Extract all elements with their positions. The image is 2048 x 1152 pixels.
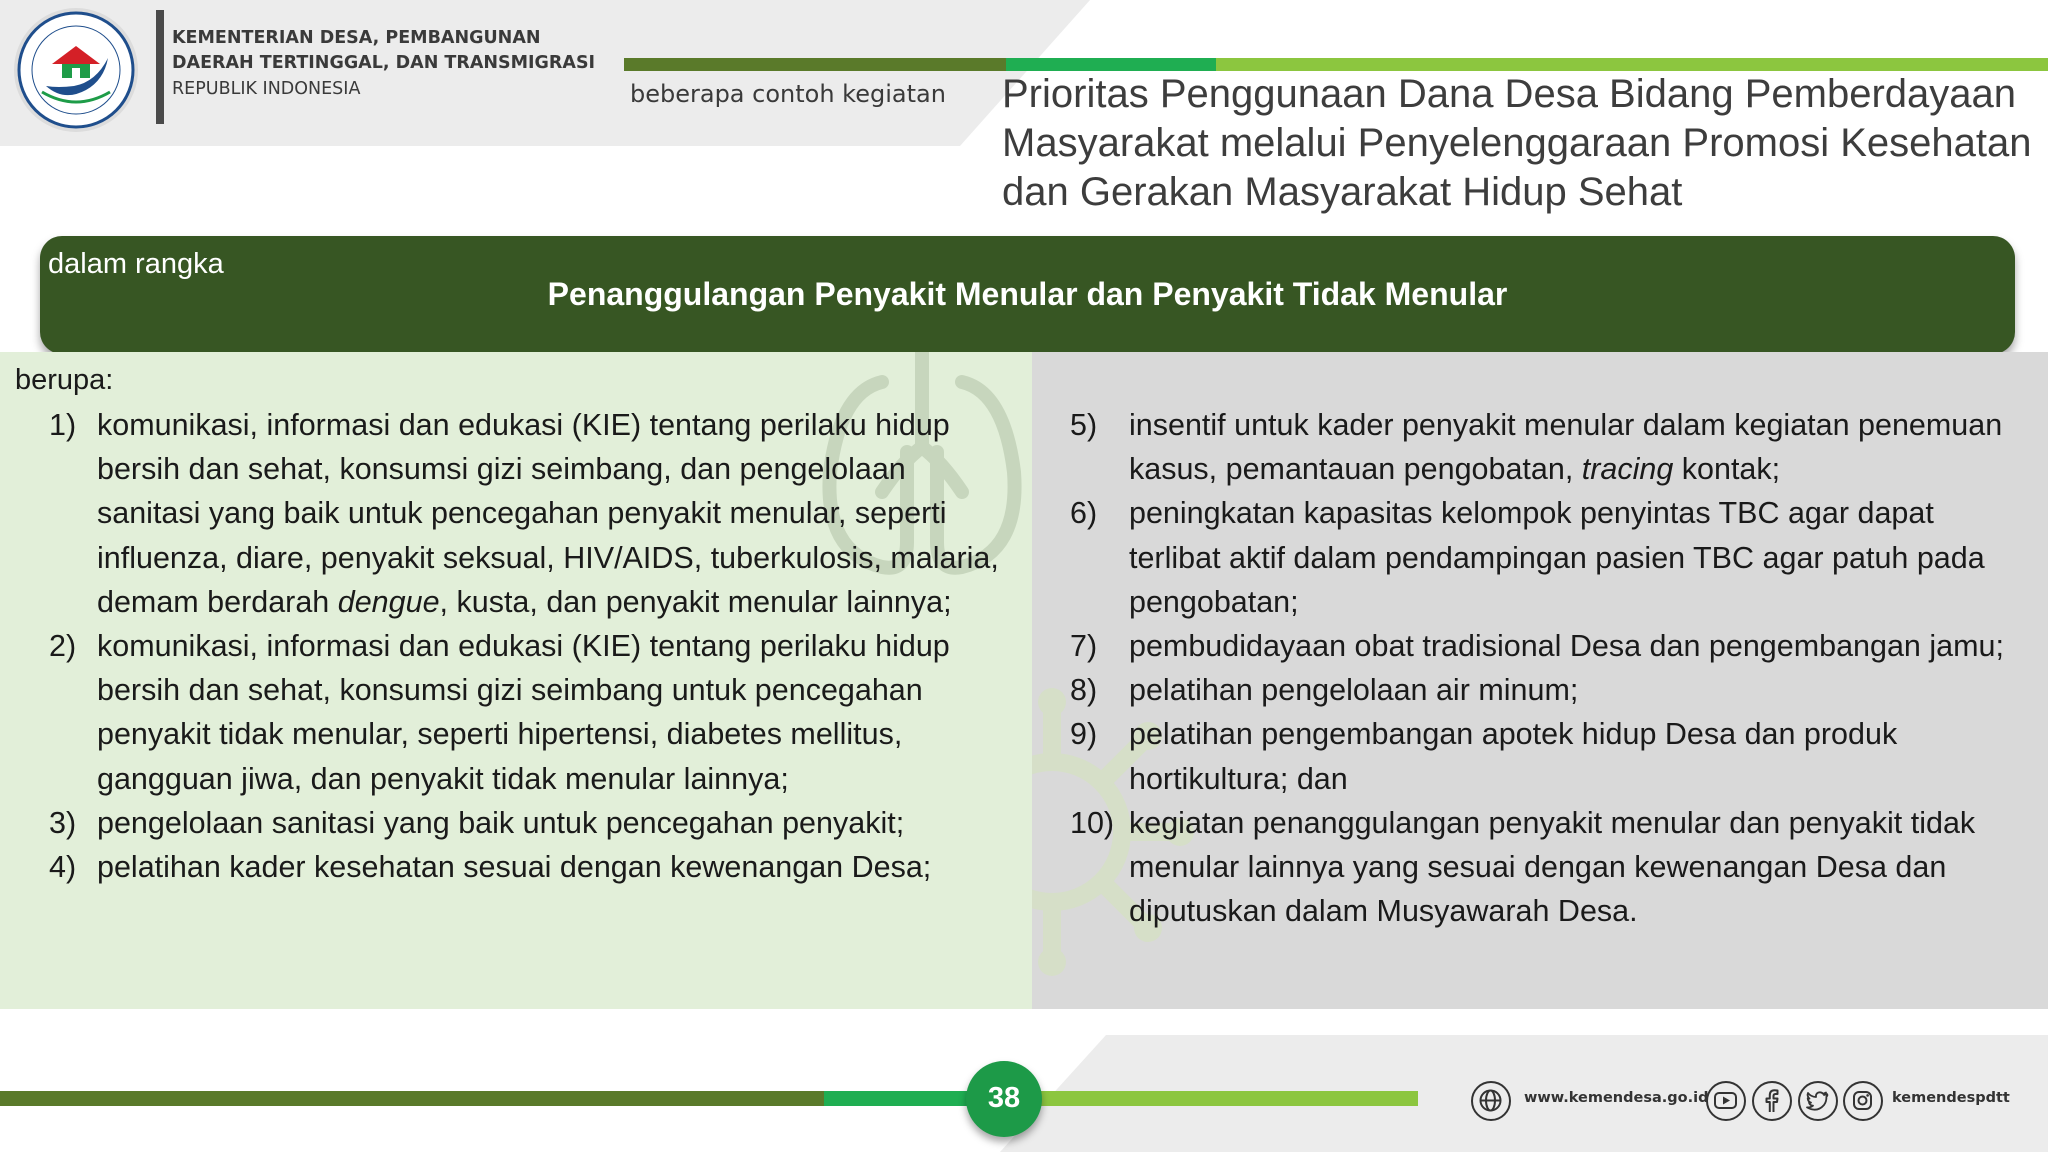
list-item-text: insentif untuk kader penyakit menular dalam kegiatan penemuan kasus, pemantauan pengobatan, tracing kontak; [1129, 408, 2003, 487]
slide-title: Prioritas Penggunaan Dana Desa Bidang Pemberdayaan Masyarakat melalui Penyelenggaraan Promosi Kesehatan dan Gerakan Masyarakat Hidup Sehat [1002, 72, 2032, 214]
banner-prefix: dalam rangka [48, 248, 224, 280]
globe-icon[interactable] [1471, 1081, 1511, 1121]
topic-banner [40, 236, 2015, 354]
social-handle[interactable]: kemendespdtt [1892, 1090, 2010, 1106]
list-item-number: 4) [49, 850, 77, 885]
page-number-badge [966, 1061, 1042, 1137]
ministry-country-line: REPUBLIK INDONESIA [172, 79, 361, 99]
ministry-name-line-2: DAERAH TERTINGGAL, DAN TRANSMIGRASI [172, 53, 596, 73]
list-item [1070, 624, 2048, 668]
youtube-icon[interactable] [1706, 1081, 1746, 1121]
list-item [0, 403, 1030, 624]
instagram-icon[interactable] [1843, 1081, 1883, 1121]
list-item-number: 1) [49, 408, 77, 442]
list-item-text: pembudidayaan obat tradisional Desa dan pengembangan jamu; [1129, 629, 2004, 664]
list-item-number: 8) [1070, 673, 1098, 708]
list-item-number: 9) [1070, 717, 1098, 752]
activity-list-left [0, 403, 1030, 889]
list-item-number: 3) [49, 805, 77, 840]
list-item-text: pelatihan kader kesehatan sesuai dengan kewenangan Desa; [97, 850, 932, 885]
list-item-number: 10) [1070, 805, 1115, 840]
ministry-logo [12, 6, 140, 134]
list-item-number: 6) [1070, 496, 1098, 531]
list-item [1070, 668, 2048, 712]
slide-subtitle: beberapa contoh kegiatan [630, 80, 946, 108]
list-item [1070, 712, 2048, 800]
list-item-text: pelatihan pengembangan apotek hidup Desa dan produk hortikultura; dan [1129, 717, 1898, 796]
list-item [0, 801, 1030, 845]
list-item-number: 2) [49, 629, 77, 664]
header-divider [156, 10, 164, 124]
activity-list-right [1070, 403, 2048, 933]
list-item-text: pelatihan pengelolaan air minum; [1129, 673, 1579, 708]
list-item [1070, 403, 2048, 491]
twitter-icon[interactable] [1798, 1081, 1838, 1121]
list-item-text: komunikasi, informasi dan edukasi (KIE) tentang perilaku hidup bersih dan sehat, konsumsi gizi seimbang untuk pencegahan penyakit tidak menular, seperti hipertensi, diabetes mellitus, gangguan jiwa, dan penyakit tidak menular lainnya; [97, 629, 950, 796]
list-item-number: 7) [1070, 629, 1098, 664]
ministry-name-line-1: KEMENTERIAN DESA, PEMBANGUNAN [172, 28, 541, 48]
footer-accent-line [0, 1091, 1418, 1106]
list-item-text: kegiatan penanggulangan penyakit menular dan penyakit tidak menular lainnya yang sesuai dengan kewenangan Desa dan diputuskan dalam Musyawarah Desa. [1129, 805, 1976, 929]
list-item-text: peningkatan kapasitas kelompok penyintas TBC agar dapat terlibat aktif dalam pendampingan pasien TBC agar patuh pada pengobatan; [1129, 496, 1985, 619]
list-item-text: pengelolaan sanitasi yang baik untuk pencegahan penyakit; [97, 805, 905, 840]
list-item-number: 5) [1070, 408, 1098, 442]
facebook-icon[interactable] [1752, 1081, 1792, 1121]
list-item [0, 624, 1030, 801]
list-item-text: komunikasi, informasi dan edukasi (KIE) tentang perilaku hidup bersih dan sehat, konsumsi gizi seimbang, dan pengelolaan sanitasi yang baik untuk pencegahan penyakit menular, seperti influenza, diare, penyakit seksual, HIV/AIDS, tuberkulosis, malaria, demam berdarah dengue, kusta, dan penyakit menular lainnya; [97, 408, 999, 619]
page-number: 38 [987, 1082, 1021, 1114]
list-intro-label: berupa: [15, 364, 114, 396]
banner-title: Penanggulangan Penyakit Menular dan Penyakit Tidak Menular [547, 276, 1508, 312]
list-item [1070, 801, 2048, 934]
list-item [0, 845, 1030, 889]
website-link[interactable]: www.kemendesa.go.id [1524, 1090, 1709, 1106]
list-item [1070, 491, 2048, 624]
